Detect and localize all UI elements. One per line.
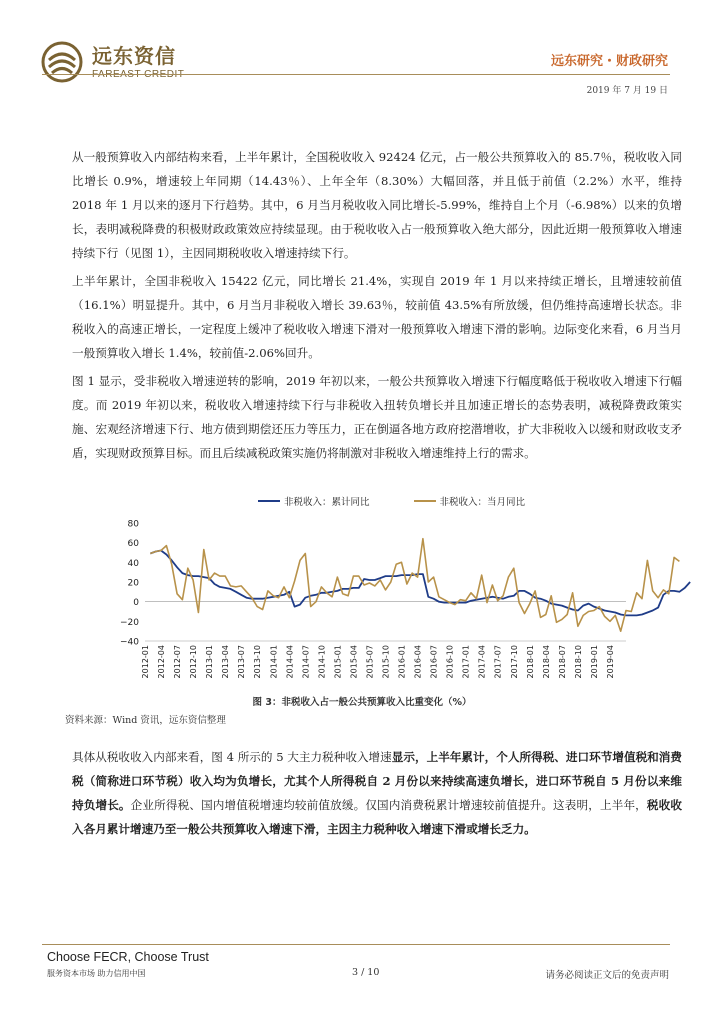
report-date: 2019 年 7 月 19 日 (586, 86, 668, 96)
x-tick-label: 2017-01 (461, 645, 471, 679)
paragraph-figure-analysis: 图 1 显示，受非税收入增速逆转的影响，2019 年初以来，一般公共预算收入增速下行幅度略低于税收收入增速下行幅度。而 2019 年初以来，税收收入增速持续下行与非税收入扭转负增长并且加速正增长的态势表明，减税降费政策实施、宏观经济增速下行、地方债到期偿还压力等压力，正在倒逼各地方政府挖潜增收，扩大非税收入以缓和财政收支矛盾，实现财政预算目标。而且后续减税政策实施仍将制激对非税收入增速维持上行的需求。 (72, 374, 682, 460)
x-tick-label: 2016-01 (397, 645, 407, 679)
page-number: 3 / 10 (352, 967, 380, 978)
major-taxes-emphasis-2: 税收收入各月累计增速乃至一般公共预算收入增速下滑，主因主力税种收入增速下滑或增长乏力。 (72, 798, 682, 836)
x-tick-label: 2017-07 (493, 645, 503, 679)
x-tick-label: 2013-04 (221, 645, 231, 679)
legend-label-monthly: 非税收入：当月同比 (439, 497, 526, 508)
major-taxes-emphasis-1: 显示，上半年累计，个人所得税、进口环节增值税和消费税（简称进口环节税）收入均为负增长，尤其个人所得税自 2 月份以来持续高速负增长，进口环节税自 5 月份以来维持负增长。 (72, 750, 682, 812)
y-tick-label: 20 (127, 578, 139, 589)
paragraph-non-tax-revenue: 上半年累计，全国非税收入 15422 亿元，同比增长 21.4%，实现自 2019 年 1 月以来持续正增长，且增速较前值（16.1%）明显提升。其中，6 月当月非税收入增长 39.63％，较前值 43.5%有所放缓，但仍维持高速增长状态。非税收入的高速正增长，一定程度上缓冲了税收收入增速下滑对一般预算收入增速下滑的影响。边际变化来看，6 月当月一般预算收入增长 1.4%，较前值-2.06%回升。 (72, 274, 682, 360)
major-taxes-text-2: 企业所得税、国内增值税增速均较前值放缓。仅国内消费税累计增速较前值提升。这表明，上半年， (130, 798, 647, 812)
x-tick-label: 2015-07 (365, 645, 375, 679)
x-tick-label: 2018-01 (525, 645, 535, 679)
footer-disclaimer: 请务必阅读正文后的免责声明 (545, 970, 669, 981)
logo-chinese-name: 远东资信 (92, 43, 176, 68)
series-line-monthly (150, 539, 679, 632)
x-tick-label: 2016-10 (445, 645, 455, 679)
x-tick-label: 2014-07 (301, 645, 311, 679)
footer-slogan: Choose FECR, Choose Trust (47, 950, 209, 964)
x-tick-label: 2013-07 (237, 645, 247, 679)
x-tick-label: 2016-04 (413, 645, 423, 679)
y-tick-label: 40 (127, 558, 139, 569)
chart-source: 资料来源：Wind 资讯，远东资信整理 (65, 715, 226, 726)
y-tick-label: 0 (133, 598, 139, 609)
x-tick-label: 2015-10 (381, 645, 391, 679)
logo-english-name: FAREAST CREDIT (92, 68, 185, 80)
y-tick-label: −20 (120, 617, 139, 628)
section-label: 远东研究・财政研究 (550, 54, 668, 69)
x-tick-label: 2012-04 (157, 645, 167, 679)
x-tick-label: 2018-04 (541, 645, 551, 679)
legend-label-cumulative: 非税收入：累计同比 (284, 497, 370, 508)
x-tick-label: 2015-04 (349, 645, 359, 679)
chart-caption: 图 3：非税收入占一般公共预算收入比重变化（%） (252, 697, 472, 708)
x-tick-label: 2013-10 (253, 645, 263, 679)
x-tick-label: 2012-10 (189, 645, 199, 679)
x-tick-label: 2016-07 (429, 645, 439, 679)
footer-divider (42, 944, 670, 945)
x-tick-label: 2018-07 (557, 645, 567, 679)
y-tick-label: 60 (127, 539, 139, 550)
x-tick-label: 2018-10 (573, 645, 583, 679)
footer-subslogan: 服务资本市场 助力信用中国 (47, 969, 146, 978)
x-tick-label: 2015-01 (333, 645, 343, 679)
y-tick-label: 80 (127, 519, 139, 530)
paragraph-tax-revenue: 从一般预算收入内部结构来看，上半年累计，全国税收收入 92424 亿元，占一般公共预算收入的 85.7％，税收收入同比增长 0.9%，增速较上年同期（14.43％）、上年全年（8.30%）大幅回落，并且低于前值（2.2%）水平，维持 2018 年 1 月以来的逐月下行趋势。其中，6 月当月税收收入同比增长-5.99%，维持自上个月（-6.98%）以来的负增长，表明减税降费的积极财政政策效应持续显现。由于税收收入占一般预算收入绝大部分，因此近期一般预算收入增速持续下行（见图 1），主因同期税收收入增速持续下行。 (72, 150, 682, 260)
x-tick-label: 2019-04 (605, 645, 615, 679)
x-tick-label: 2012-01 (141, 645, 150, 679)
x-tick-label: 2017-10 (509, 645, 519, 679)
major-taxes-text-1: 具体从税收收入内部来看，图 4 所示的 5 大主力税种收入增速 (72, 750, 392, 764)
x-tick-label: 2014-04 (285, 645, 295, 679)
x-tick-label: 2014-10 (317, 645, 327, 679)
x-tick-label: 2017-04 (477, 645, 487, 679)
x-tick-label: 2013-01 (205, 645, 215, 679)
paragraph-major-taxes (72, 745, 682, 841)
x-tick-label: 2014-01 (269, 645, 279, 679)
x-tick-label: 2012-07 (173, 645, 183, 679)
x-tick-label: 2019-01 (589, 645, 599, 679)
y-tick-label: −40 (120, 637, 139, 648)
